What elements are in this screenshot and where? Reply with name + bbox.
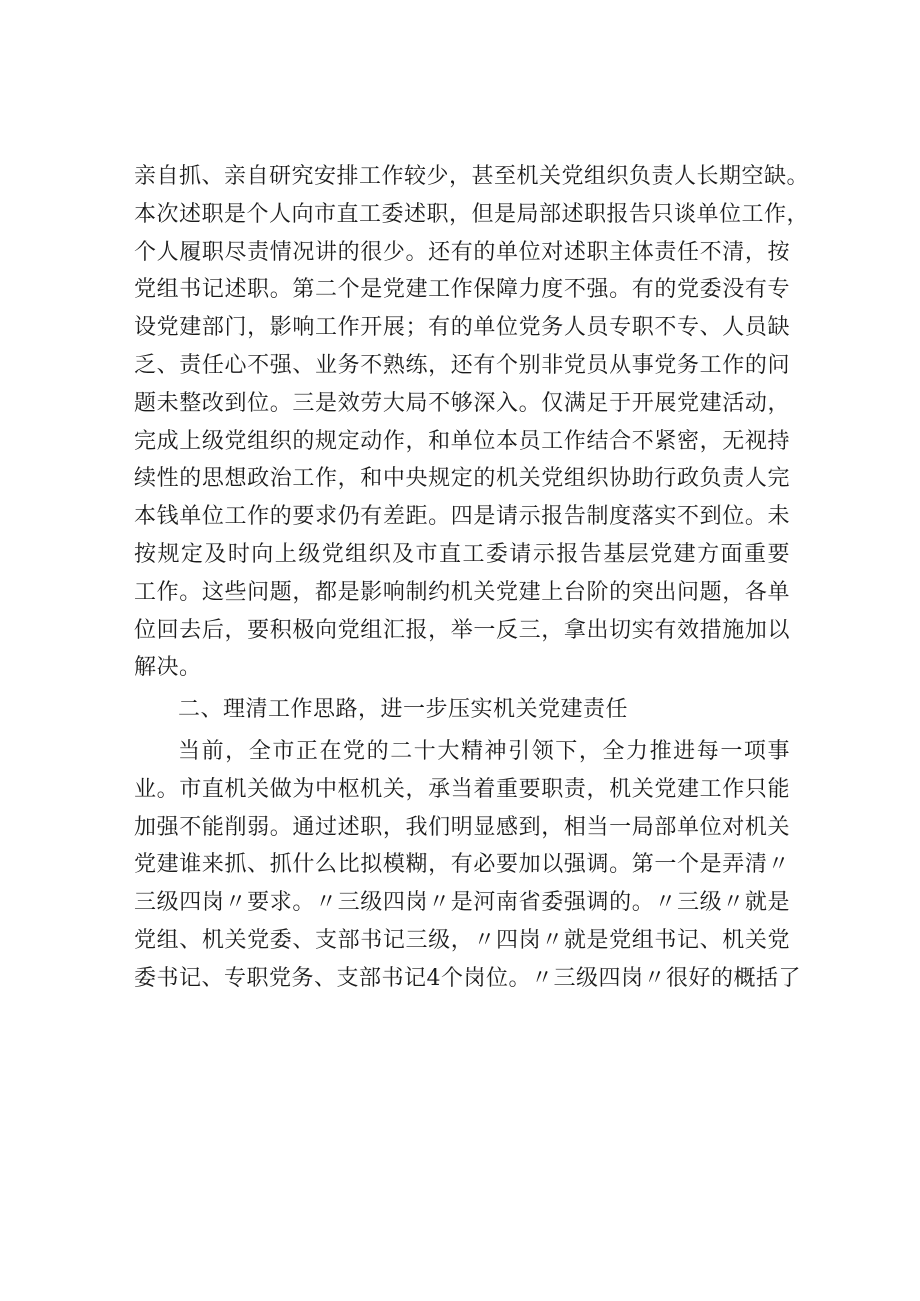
text-line: 设党建部门，影响工作开展；有的单位党务人员专职不专、人员缺 — [134, 315, 790, 341]
document-body — [134, 158, 810, 998]
text-line: 个人履职尽责情况讲的很少。还有的单位对述职主体责任不清，按 — [134, 239, 790, 265]
text-line: 完成上级党组织的规定动作，和单位本员工作结合不紧密，无视持 — [134, 428, 790, 454]
text-line: 本钱单位工作的要求仍有差距。四是请示报告制度落实不到位。未 — [134, 504, 790, 530]
text-line: 党组书记述职。第二个是党建工作保障力度不强。有的党委没有专 — [134, 277, 790, 303]
text-line: 乏、责任心不强、业务不熟练，还有个别非党员从事党务工作的问 — [134, 352, 790, 378]
text-line: 三级四岗〃要求。〃三级四岗〃是河南省委强调的。〃三级〃就是 — [134, 890, 790, 916]
text-line: 业。市直机关做为中枢机关，承当着重要职责，机关党建工作只能 — [134, 776, 790, 802]
text-line: 解决。 — [134, 655, 202, 681]
text-line: 亲自抓、亲自研究安排工作较少，甚至机关党组织负责人长期空缺。 — [134, 164, 810, 189]
text-line: 党组、机关党委、支部书记三级，〃四岗〃就是党组书记、机关党 — [134, 927, 790, 953]
text-line: 当前，全市正在党的二十大精神引领下，全力推进每一项事 — [178, 738, 790, 764]
text-line: 委书记、专职党务、支部书记4个岗位。〃三级四岗〃很好的概括了 — [134, 965, 801, 991]
text-line: 续性的思想政治工作，和中央规定的机关党组织协助行政负责人完 — [134, 466, 790, 492]
section-heading: 二、理清工作思路，进一步压实机关党建责任 — [178, 697, 629, 723]
text-line: 按规定及时向上级党组织及市直工委请示报告基层党建方面重要 — [134, 541, 790, 567]
text-line: 本次述职是个人向市直工委述职，但是局部述职报告只谈单位工作， — [134, 201, 810, 227]
text-line: 党建谁来抓、抓什么比拟模糊，有必要加以强调。第一个是弄清〃 — [134, 852, 790, 878]
text-line: 工作。这些问题，都是影响制约机关党建上台阶的突出问题，各单 — [134, 579, 790, 605]
text-line: 加强不能削弱。通过述职，我们明显感到，相当一局部单位对机关 — [134, 814, 790, 840]
text-line: 位回去后，要积极向党组汇报，举一反三，拿出切实有效措施加以 — [134, 617, 790, 643]
text-line: 题未整改到位。三是效劳大局不够深入。仅满足于开展党建活动， — [134, 390, 790, 416]
